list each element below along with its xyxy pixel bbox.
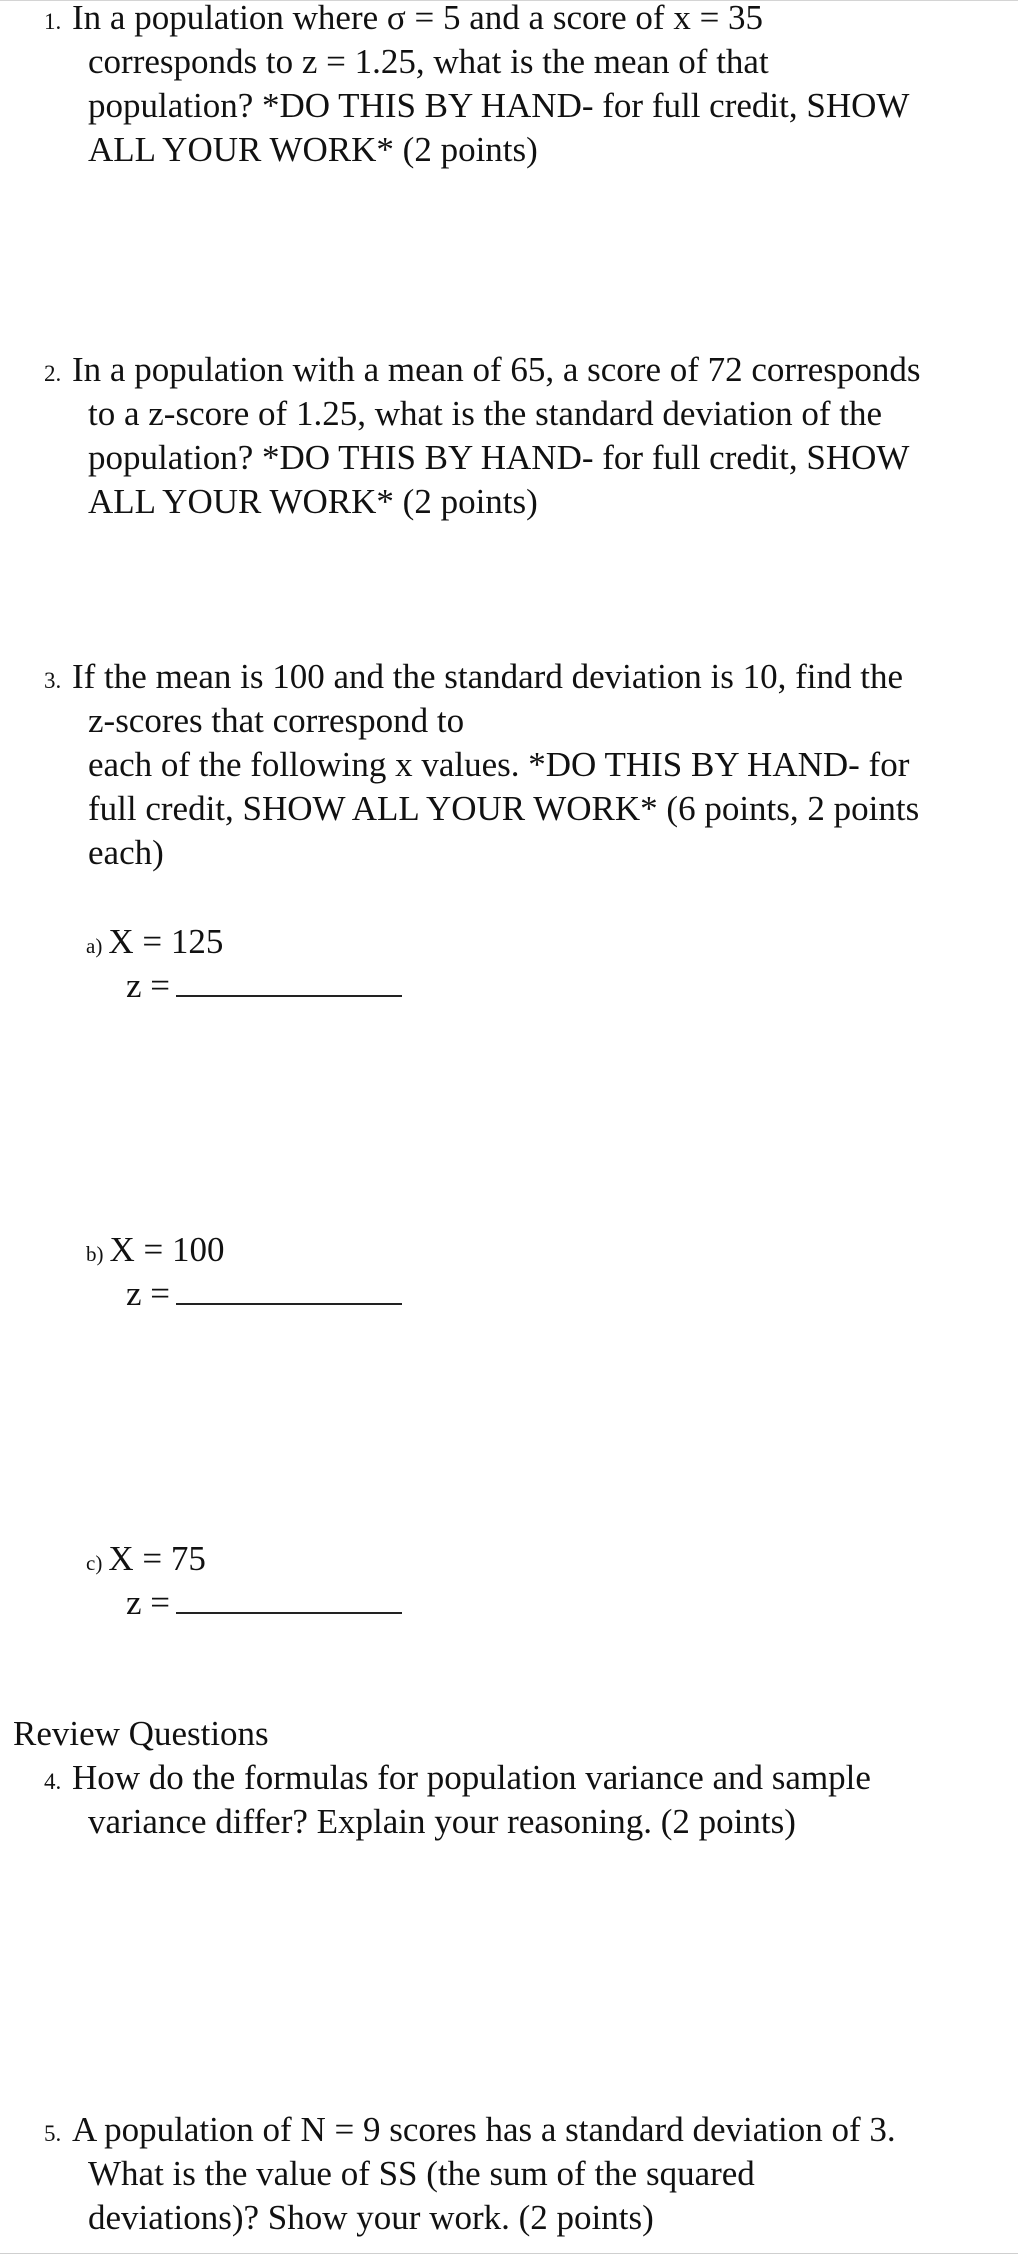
question-1 [44, 0, 1004, 172]
subpart-letter: b) [86, 1242, 104, 1266]
z-label: z = [126, 966, 171, 1005]
answer-blank[interactable] [176, 1582, 402, 1614]
question-text: How do the formulas for population variance and sample variance differ? Explain your reasoning. (2 points) [72, 1758, 871, 1841]
z-answer-line-a [126, 964, 402, 1008]
question-number: 4. [44, 1769, 62, 1794]
subpart-a [86, 920, 223, 968]
question-text: In a population where σ = 5 and a score of x = 35 corresponds to z = 1.25, what is the mean of that population? *DO THIS BY HAND- for full credit, SHOW ALL YOUR WORK* (2 points) [72, 0, 910, 169]
z-answer-line-c [126, 1581, 402, 1625]
question-4 [44, 1756, 1004, 1844]
z-label: z = [126, 1583, 171, 1622]
question-2 [44, 348, 1004, 524]
question-3 [44, 655, 1004, 875]
subpart-c [86, 1537, 206, 1585]
question-5 [44, 2108, 1004, 2240]
z-answer-line-b [126, 1272, 402, 1316]
question-text: A population of N = 9 scores has a standard deviation of 3. What is the value of SS (the sum of the squared deviations)? Show your work. (2 points) [72, 2110, 896, 2237]
z-label: z = [126, 1274, 171, 1313]
subpart-letter: a) [86, 934, 103, 958]
question-number: 3. [44, 668, 62, 693]
question-number: 5. [44, 2121, 62, 2146]
answer-blank[interactable] [176, 1273, 402, 1305]
question-number: 2. [44, 361, 62, 386]
subpart-x-value: X = 125 [108, 922, 224, 961]
subpart-x-value: X = 100 [109, 1230, 225, 1269]
subpart-x-value: X = 75 [108, 1539, 206, 1578]
question-number: 1. [44, 9, 62, 34]
subpart-b [86, 1228, 225, 1276]
bottom-border [0, 2253, 1018, 2254]
question-text: In a population with a mean of 65, a score of 72 corresponds to a z-score of 1.25, what is the standard deviation of the population? *DO THIS BY HAND- for full credit, SHOW ALL YOUR WORK* (2 points) [72, 350, 921, 521]
review-questions-heading: Review Questions [13, 1714, 269, 1753]
answer-blank[interactable] [176, 965, 402, 997]
subpart-letter: c) [86, 1551, 103, 1575]
question-text: If the mean is 100 and the standard deviation is 10, find the z-scores that correspond to each of the following x values. *DO THIS BY HAND- for full credit, SHOW ALL YOUR WORK* (6 points, 2 points each) [72, 657, 920, 872]
